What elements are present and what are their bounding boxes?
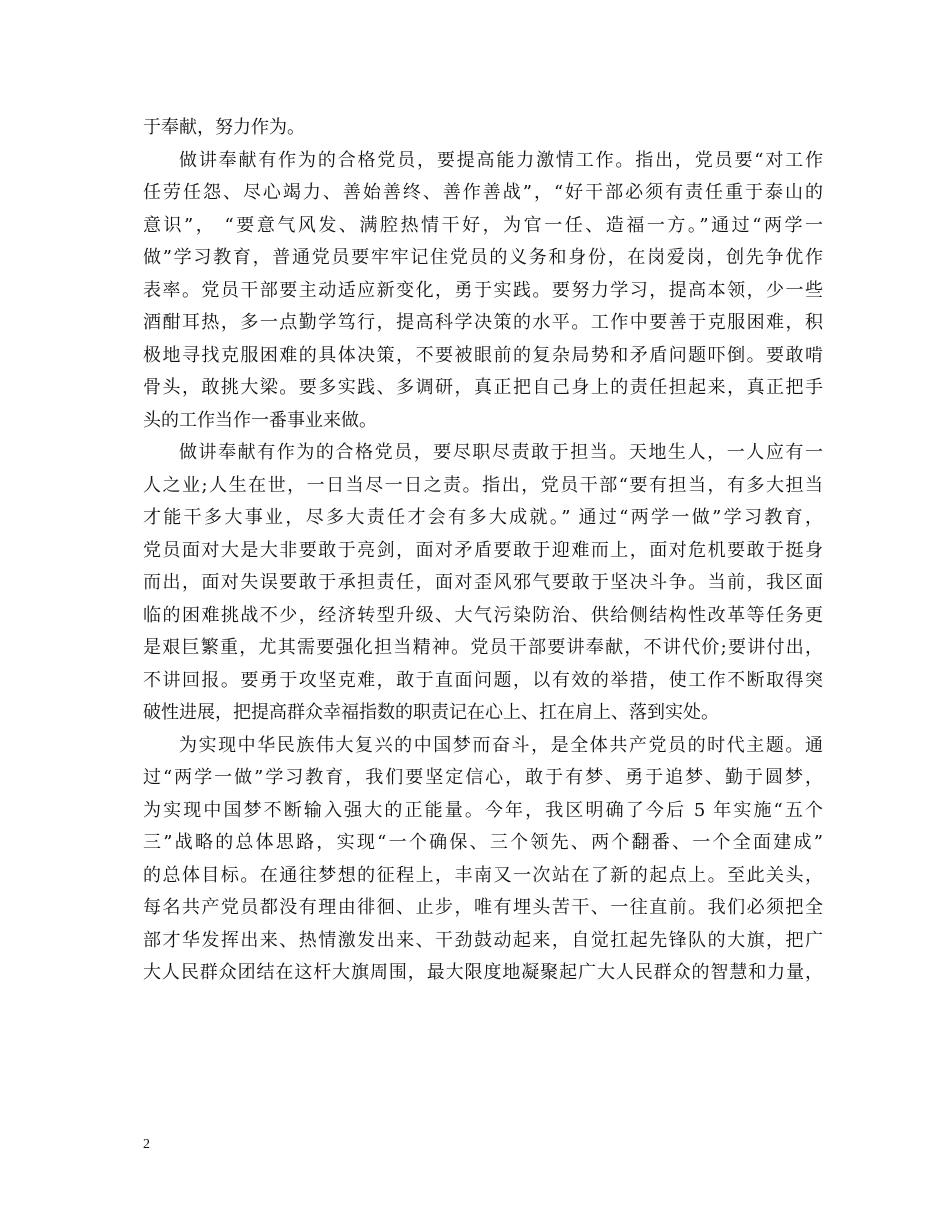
- text-line: 临的困难挑战不少，经济转型升级、大气污染防治、供给侧结构性改革等任务更: [143, 604, 823, 626]
- text-line: 党员面对大是大非要敢于亮剑，面对矛盾要敢于迎难而上，面对危机要敢于挺身: [143, 539, 823, 561]
- text-line: 每名共产党员都没有理由徘徊、止步，唯有埋头苦干、一往直前。我们必须把全: [143, 897, 823, 918]
- text-line: 表率。党员干部要主动适应新变化，勇于实践。要努力学习，提高本领，少一些: [143, 279, 823, 301]
- text-line: 三”战略的总体思路，实现“一个确保、三个领先、两个翻番、一个全面建成”: [143, 832, 823, 853]
- text-line: 才能干多大事业，尽多大责任才会有多大成就。” 通过“两学一做”学习教育，: [143, 507, 823, 528]
- text-line: 为实现中华民族伟大复兴的中国梦而奋斗，是全体共产党员的时代主题。通: [179, 734, 823, 756]
- page-number: 2: [143, 1137, 150, 1152]
- text-line: 做讲奉献有作为的合格党员，要尽职尽责敢于担当。天地生人，一人应有一: [179, 442, 823, 463]
- text-line: 人之业;人生在世，一日当尽一日之责。指出，党员干部“要有担当，有多大担当: [143, 474, 823, 496]
- text-line: 做”学习教育，普通党员要牢牢记住党员的义务和身份，在岗爱岗，创先争优作: [143, 247, 823, 268]
- body-text: [143, 112, 823, 990]
- text-line: 极地寻找克服困难的具体决策，不要被眼前的复杂局势和矛盾问题吓倒。要敢啃: [143, 344, 823, 366]
- text-line: 大人民群众团结在这杆大旗周围，最大限度地凝聚起广大人民群众的智慧和力量，: [143, 962, 823, 983]
- text-line: 是艰巨繁重，尤其需要强化担当精神。党员干部要讲奉献，不讲代价;要讲付出，: [143, 637, 823, 658]
- text-line: 于奉献，努力作为。: [143, 117, 305, 138]
- text-line: 而出，面对失误要敢于承担责任，面对歪风邪气要敢于坚决斗争。当前，我区面: [143, 572, 823, 593]
- text-line: 不讲回报。要勇于攻坚克难，敢于直面问题，以有效的举措，使工作不断取得突: [143, 669, 823, 691]
- text-line: 为实现中国梦不断输入强大的正能量。今年，我区明确了今后 5 年实施“五个: [143, 799, 823, 821]
- text-line: 过“两学一做”学习教育，我们要坚定信心，敢于有梦、勇于追梦、勤于圆梦，: [143, 767, 823, 788]
- text-line: 任劳任怨、尽心竭力、善始善终、善作善战”，“好干部必须有责任重于泰山的: [143, 182, 823, 203]
- text-line: 酒酣耳热，多一点勤学笃行，提高科学决策的水平。工作中要善于克服困难，积: [143, 312, 823, 333]
- text-line: 骨头，敢挑大梁。要多实践、多调研，真正把自己身上的责任担起来，真正把手: [143, 377, 823, 398]
- text-line: 做讲奉献有作为的合格党员，要提高能力激情工作。指出，党员要“对工作: [179, 149, 823, 171]
- text-line: 部才华发挥出来、热情激发出来、干劲鼓动起来，自觉扛起先锋队的大旗，把广: [143, 929, 823, 951]
- text-line: 破性进展，把提高群众幸福指数的职责记在心上、扛在肩上、落到实处。: [143, 702, 719, 723]
- text-line: 意识”， “要意气风发、满腔热情干好，为官一任、造福一方。”通过“两学一: [143, 214, 823, 236]
- text-line: 的总体目标。在通往梦想的征程上，丰南又一次站在了新的起点上。至此关头，: [143, 864, 823, 886]
- text-line: 头的工作当作一番事业来做。: [143, 409, 377, 431]
